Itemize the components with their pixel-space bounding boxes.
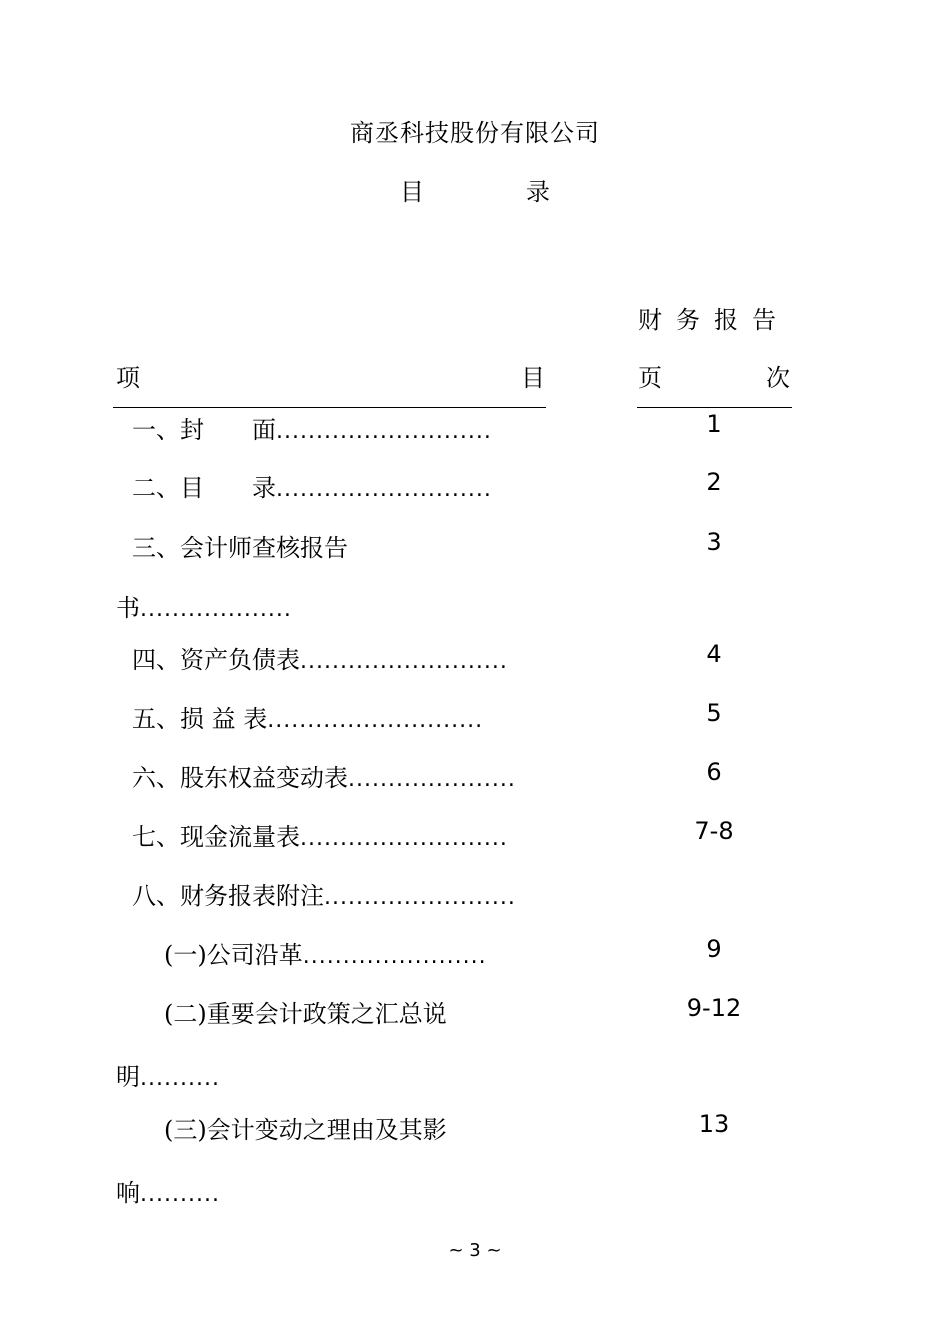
header-item-right: 目 [521,364,545,392]
toc-entry-balance-sheet [132,640,508,675]
toc-entry-dots: ........................... [276,419,492,444]
toc-page-history: 9 [706,935,722,963]
toc-entry-label: 二、目 录 [132,474,276,502]
toc-entry-cash-flow [132,817,508,852]
toc-entry-dots: ..................... [348,767,516,792]
toc-entry-contents [132,468,492,503]
toc-title-left: 目 [400,178,424,206]
page-footer-number: ~ 3 ~ [448,1240,502,1261]
toc-entry-label-cont: 响 [116,1179,140,1207]
toc-entry-label: (一)公司沿革 [164,941,303,969]
toc-entry-label: 六、股东权益变动表 [132,764,348,792]
toc-page-cash-flow: 7-8 [694,817,734,845]
toc-entry-cover [132,410,492,445]
toc-entry-equity-changes [132,758,516,793]
toc-entry-label: 五、损 益 表 [132,705,268,733]
toc-entry-label: (三)会计变动之理由及其影 [164,1116,447,1144]
toc-entry-accounting-policies-cont [116,1057,220,1092]
toc-entry-accounting-changes [164,1110,447,1145]
toc-page-balance-sheet: 4 [706,640,722,668]
toc-page-equity-changes: 6 [706,758,722,786]
toc-entry-dots: ........................... [276,477,492,502]
toc-entry-dots: ....................... [302,944,487,969]
toc-entry-history [164,935,487,970]
toc-page-contents: 2 [706,468,722,496]
toc-page-audit-report: 3 [706,528,722,556]
header-item-left: 项 [116,364,140,392]
toc-entry-income-statement [132,699,483,734]
toc-page-accounting-changes: 13 [698,1110,730,1138]
toc-page-accounting-policies: 9-12 [686,994,742,1022]
toc-entry-dots: .......................... [300,826,508,851]
company-name: 商丞科技股份有限公司 [350,119,600,147]
toc-entry-dots: .......................... [300,649,508,674]
toc-entry-accounting-changes-cont [116,1173,220,1208]
header-page-right: 次 [766,364,790,392]
toc-entry-notes [132,876,516,911]
toc-entry-label: 一、封 面 [132,416,276,444]
toc-entry-accounting-policies [164,994,447,1029]
toc-entry-label: (二)重要会计政策之汇总说 [164,1000,447,1028]
toc-entry-dots: .......... [140,1066,220,1091]
toc-entry-dots: ........................ [324,885,516,910]
header-rule-left [113,407,546,408]
toc-entry-label: 八、财务报表附注 [132,882,324,910]
header-page-left: 页 [638,364,662,392]
toc-entry-label: 四、资产负债表 [132,646,300,674]
toc-entry-label-cont: 书 [116,594,140,622]
toc-entry-audit-report [132,528,348,563]
toc-page-income-statement: 5 [706,699,722,727]
toc-title-right: 录 [526,178,550,206]
header-rule-right [637,407,792,408]
toc-entry-dots: ........................... [267,708,484,733]
toc-entry-label: 七、现金流量表 [132,823,300,851]
header-report-label: 财务报告 [638,306,790,334]
toc-page-cover: 1 [706,410,722,438]
toc-entry-label: 三、会计师查核报告 [132,534,348,562]
toc-entry-audit-report-cont [116,588,292,623]
toc-entry-dots: ................... [140,597,292,622]
toc-entry-dots: .......... [140,1182,220,1207]
toc-entry-label-cont: 明 [116,1063,140,1091]
